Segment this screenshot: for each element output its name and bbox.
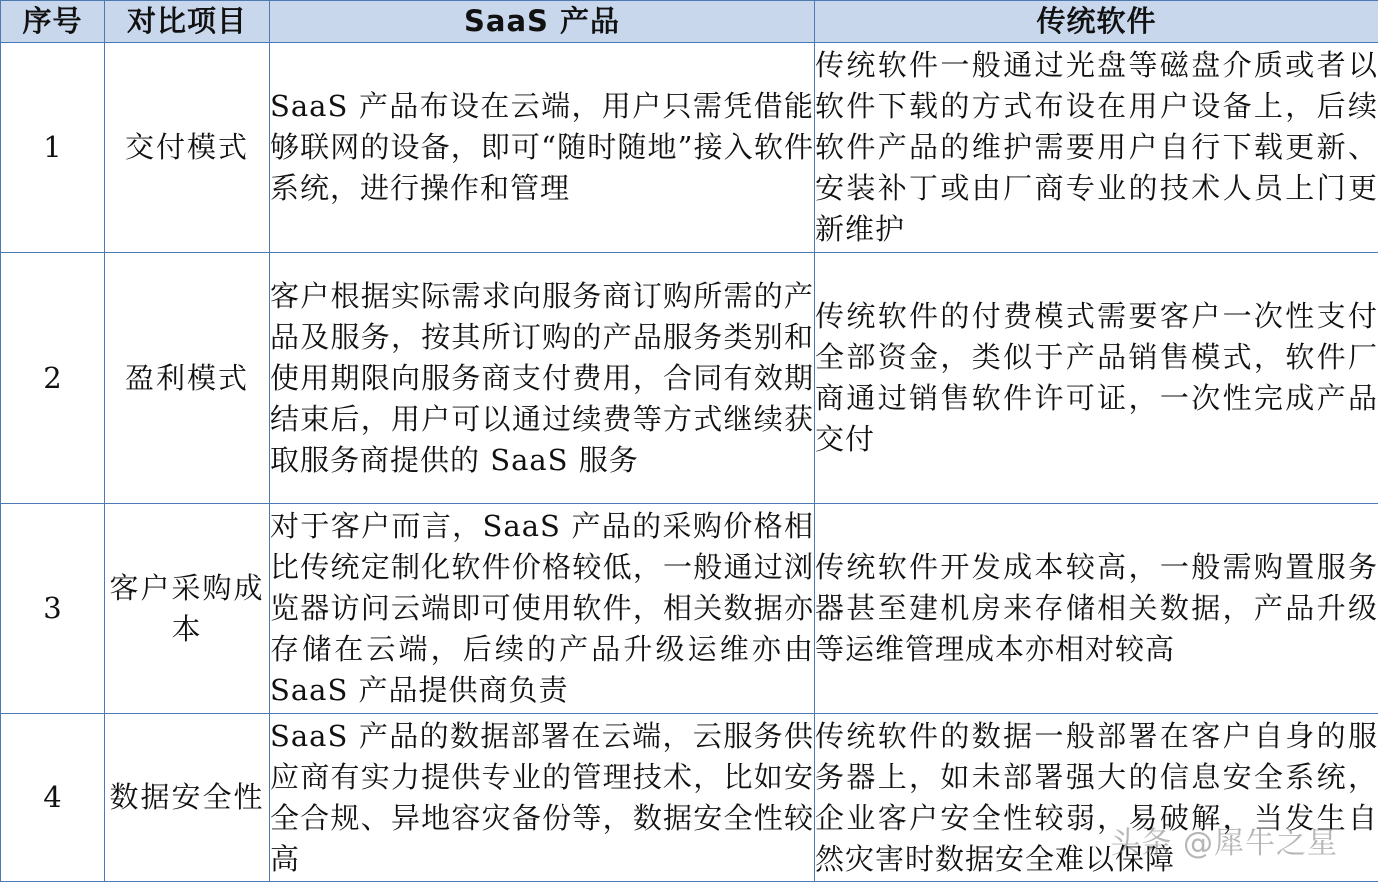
saas-description: 客户根据实际需求向服务商订购所需的产品及服务，按其所订购的产品服务类别和使用期限向服务商支付费用，合同有效期结束后，用户可以通过续费等方式继续获取服务商提供的 SaaS 服务 bbox=[270, 253, 815, 504]
table-header-row bbox=[1, 1, 1378, 43]
table-row bbox=[1, 43, 1378, 253]
row-item-label: 客户采购成本 bbox=[105, 504, 270, 714]
row-number: 1 bbox=[1, 43, 105, 253]
header-saas-product: SaaS 产品 bbox=[270, 1, 815, 43]
traditional-description: 传统软件的付费模式需要客户一次性支付全部资金，类似于产品销售模式，软件厂商通过销售软件许可证，一次性完成产品交付 bbox=[815, 253, 1378, 504]
traditional-description: 传统软件一般通过光盘等磁盘介质或者以软件下载的方式布设在用户设备上，后续软件产品的维护需要用户自行下载更新、安装补丁或由厂商专业的技术人员上门更新维护 bbox=[815, 43, 1378, 253]
table-row bbox=[1, 504, 1378, 714]
saas-description: 对于客户而言，SaaS 产品的采购价格相比传统定制化软件价格较低，一般通过浏览器访问云端即可使用软件，相关数据亦存储在云端，后续的产品升级运维亦由 SaaS 产品提供商负责 bbox=[270, 504, 815, 714]
traditional-description: 传统软件开发成本较高，一般需购置服务器甚至建机房来存储相关数据，产品升级等运维管理成本亦相对较高 bbox=[815, 504, 1378, 714]
saas-description: SaaS 产品的数据部署在云端，云服务供应商有实力提供专业的管理技术，比如安全合规、异地容灾备份等，数据安全性较高 bbox=[270, 714, 815, 882]
row-item-label: 交付模式 bbox=[105, 43, 270, 253]
row-item-label: 数据安全性 bbox=[105, 714, 270, 882]
header-comparison-item: 对比项目 bbox=[105, 1, 270, 43]
traditional-description: 传统软件的数据一般部署在客户自身的服务器上，如未部署强大的信息安全系统，企业客户安全性较弱，易破解，当发生自然灾害时数据安全难以保障 bbox=[815, 714, 1378, 882]
table-row bbox=[1, 714, 1378, 882]
row-number: 2 bbox=[1, 253, 105, 504]
watermark: 头条 @犀牛之星 bbox=[1110, 818, 1338, 862]
saas-description: SaaS 产品布设在云端，用户只需凭借能够联网的设备，即可“随时随地”接入软件系统，进行操作和管理 bbox=[270, 43, 815, 253]
table-row bbox=[1, 253, 1378, 504]
row-number: 3 bbox=[1, 504, 105, 714]
row-number: 4 bbox=[1, 714, 105, 882]
header-serial-no: 序号 bbox=[1, 1, 105, 43]
row-item-label: 盈利模式 bbox=[105, 253, 270, 504]
header-traditional-software: 传统软件 bbox=[815, 1, 1378, 43]
